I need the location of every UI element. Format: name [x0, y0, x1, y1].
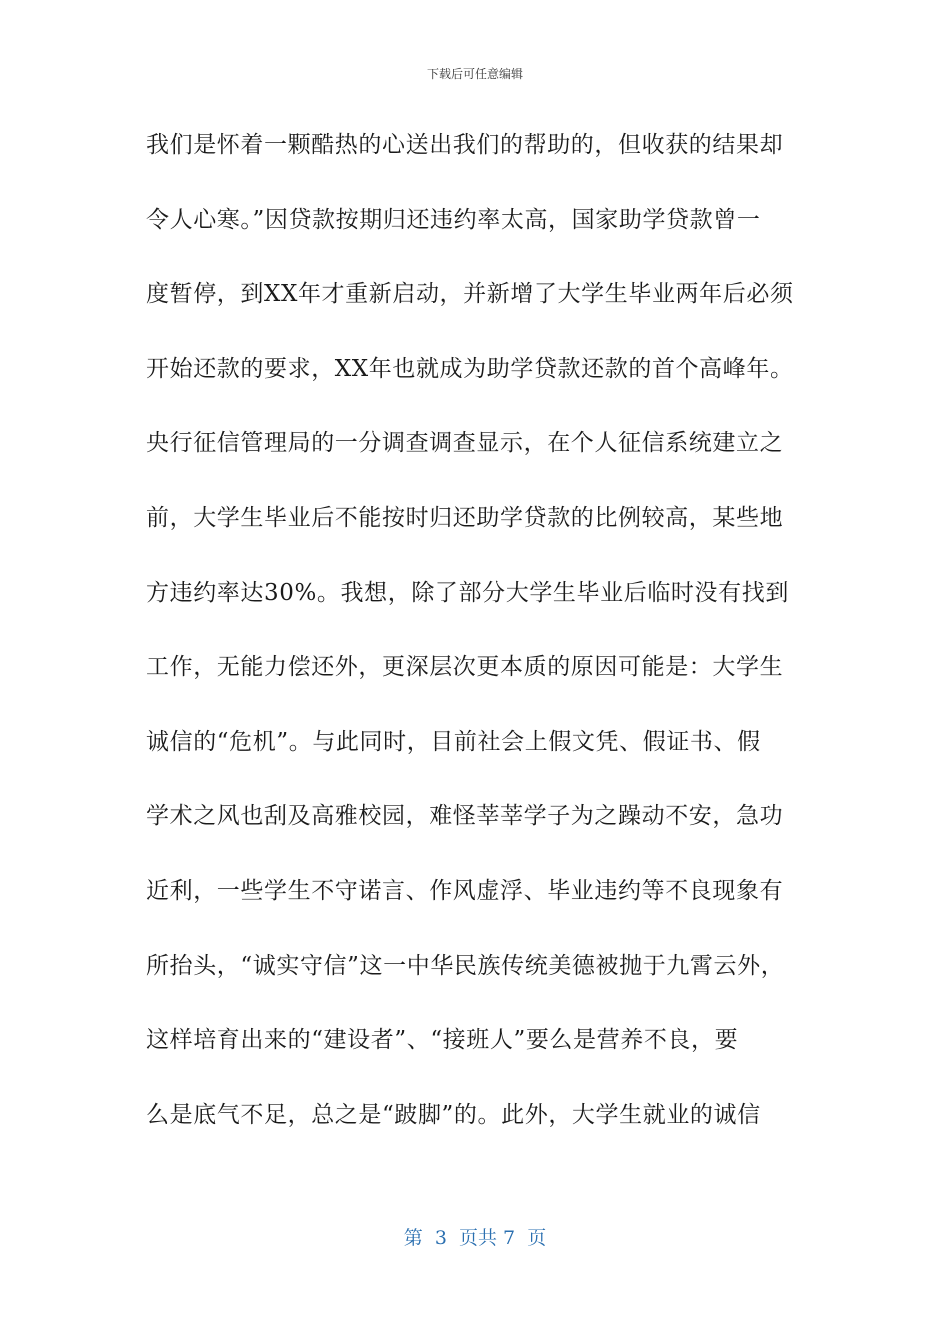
text-line: 工作，无能力偿还外，更深层次更本质的原因可能是：大学生	[146, 654, 784, 681]
text-line: 开始还款的要求，XX年也就成为助学贷款还款的首个高峰年。	[146, 355, 794, 382]
text-line: 央行征信管理局的一分调查调查显示，在个人征信系统建立之	[146, 430, 784, 457]
text-line: 近利，一些学生不守诺言、作风虚浮、毕业违约等不良现象有	[146, 877, 784, 904]
page-header-note: 下载后可任意编辑	[426, 67, 523, 81]
text-line: 令人心寒。”因贷款按期归还违约率太高，国家助学贷款曾一	[146, 206, 761, 233]
text-line: 方违约率达30%。我想，除了部分大学生毕业后临时没有找到	[146, 579, 789, 606]
text-line: 么是底气不足，总之是“跛脚”的。此外，大学生就业的诚信	[146, 1101, 761, 1128]
page-number: 第 3 页共 7 页	[403, 1227, 547, 1249]
text-line: 学术之风也刮及高雅校园，难怪莘莘学子为之躁动不安，急功	[146, 803, 784, 830]
document-body	[146, 120, 806, 1164]
text-line: 前，大学生毕业后不能按时归还助学贷款的比例较高，某些地	[146, 504, 784, 531]
text-line: 诚信的“危机”。与此同时，目前社会上假文凭、假证书、假	[146, 728, 761, 755]
text-line: 这样培育出来的“建设者”、“接班人”要么是营养不良，要	[146, 1027, 739, 1054]
text-line: 度暂停，到XX年才重新启动，并新增了大学生毕业两年后必须	[146, 281, 794, 308]
text-line: 所抬头，“诚实守信”这一中华民族传统美德被抛于九霄云外，	[146, 952, 785, 979]
text-line: 我们是怀着一颗酷热的心送出我们的帮助的，但收获的结果却	[146, 132, 784, 158]
